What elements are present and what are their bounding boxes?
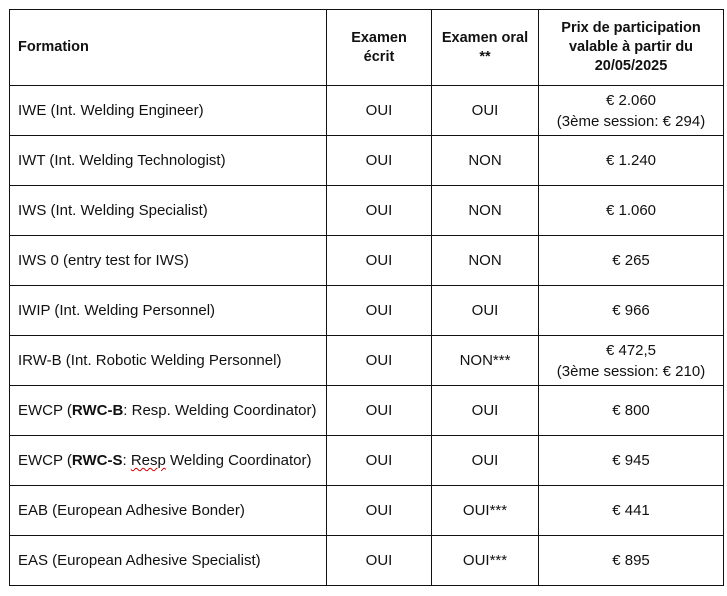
- formation-code: RWC-S: [71, 452, 123, 469]
- table-row: [10, 236, 724, 286]
- header-examen-oral: Examen oral **: [432, 10, 539, 86]
- cell-prix: [539, 336, 724, 386]
- formation-prefix: EWCP (: [18, 452, 72, 469]
- cell-examen-ecrit: OUI: [327, 186, 432, 236]
- cell-examen-oral: OUI***: [432, 536, 539, 586]
- price-note: (3ème session: € 210): [556, 362, 706, 380]
- formation-code: RWC-B: [71, 402, 124, 419]
- cell-examen-ecrit: OUI: [327, 536, 432, 586]
- cell-examen-oral: OUI: [432, 386, 539, 436]
- formation-colon: :: [122, 452, 131, 469]
- spellcheck-word: Resp: [130, 452, 166, 469]
- formation-suffix: Welding Coordinator): [165, 452, 312, 469]
- cell-formation: IWT (Int. Welding Technologist): [10, 136, 327, 186]
- cell-examen-ecrit: OUI: [327, 436, 432, 486]
- cell-formation: EAS (European Adhesive Specialist): [10, 536, 327, 586]
- cell-prix: € 265: [539, 236, 724, 286]
- price-value: € 472,5: [605, 341, 657, 359]
- table-row: [10, 286, 724, 336]
- cell-examen-ecrit: OUI: [327, 486, 432, 536]
- cell-prix: € 1.240: [539, 136, 724, 186]
- cell-prix: € 966: [539, 286, 724, 336]
- cell-examen-oral: NON: [432, 136, 539, 186]
- formation-price-table: [9, 9, 724, 586]
- cell-examen-oral: OUI: [432, 86, 539, 136]
- cell-formation: IWS 0 (entry test for IWS): [10, 236, 327, 286]
- cell-formation: IWIP (Int. Welding Personnel): [10, 286, 327, 336]
- cell-formation: IWE (Int. Welding Engineer): [10, 86, 327, 136]
- cell-examen-ecrit: OUI: [327, 236, 432, 286]
- cell-examen-oral: NON: [432, 186, 539, 236]
- cell-examen-ecrit: OUI: [327, 336, 432, 386]
- price-note: (3ème session: € 294): [556, 112, 706, 130]
- header-examen-ecrit: Examen écrit: [327, 10, 432, 86]
- header-formation: Formation: [10, 10, 327, 86]
- cell-examen-ecrit: OUI: [327, 386, 432, 436]
- cell-formation: [10, 436, 327, 486]
- cell-formation: [10, 386, 327, 436]
- cell-formation: EAB (European Adhesive Bonder): [10, 486, 327, 536]
- table-row: [10, 386, 724, 436]
- table-row: [10, 436, 724, 486]
- cell-prix: € 800: [539, 386, 724, 436]
- cell-examen-ecrit: OUI: [327, 286, 432, 336]
- cell-examen-oral: OUI: [432, 436, 539, 486]
- cell-prix: € 895: [539, 536, 724, 586]
- cell-prix: [539, 86, 724, 136]
- table-row: [10, 336, 724, 386]
- formation-suffix: : Resp. Welding Coordinator): [123, 402, 317, 419]
- cell-examen-oral: OUI: [432, 286, 539, 336]
- cell-examen-oral: NON***: [432, 336, 539, 386]
- table-row: [10, 186, 724, 236]
- cell-examen-oral: OUI***: [432, 486, 539, 536]
- table-header-row: [10, 10, 724, 86]
- table-row: [10, 486, 724, 536]
- cell-prix: € 1.060: [539, 186, 724, 236]
- table-row: [10, 136, 724, 186]
- cell-formation: IWS (Int. Welding Specialist): [10, 186, 327, 236]
- table-row: [10, 86, 724, 136]
- header-prix: Prix de participation valable à partir du 20/05/2025: [539, 10, 724, 86]
- formation-prefix: EWCP (: [18, 402, 72, 419]
- cell-examen-oral: NON: [432, 236, 539, 286]
- cell-prix: € 945: [539, 436, 724, 486]
- price-value: € 2.060: [605, 91, 657, 109]
- cell-formation: IRW-B (Int. Robotic Welding Personnel): [10, 336, 327, 386]
- table-row: [10, 536, 724, 586]
- cell-examen-ecrit: OUI: [327, 86, 432, 136]
- cell-examen-ecrit: OUI: [327, 136, 432, 186]
- cell-prix: € 441: [539, 486, 724, 536]
